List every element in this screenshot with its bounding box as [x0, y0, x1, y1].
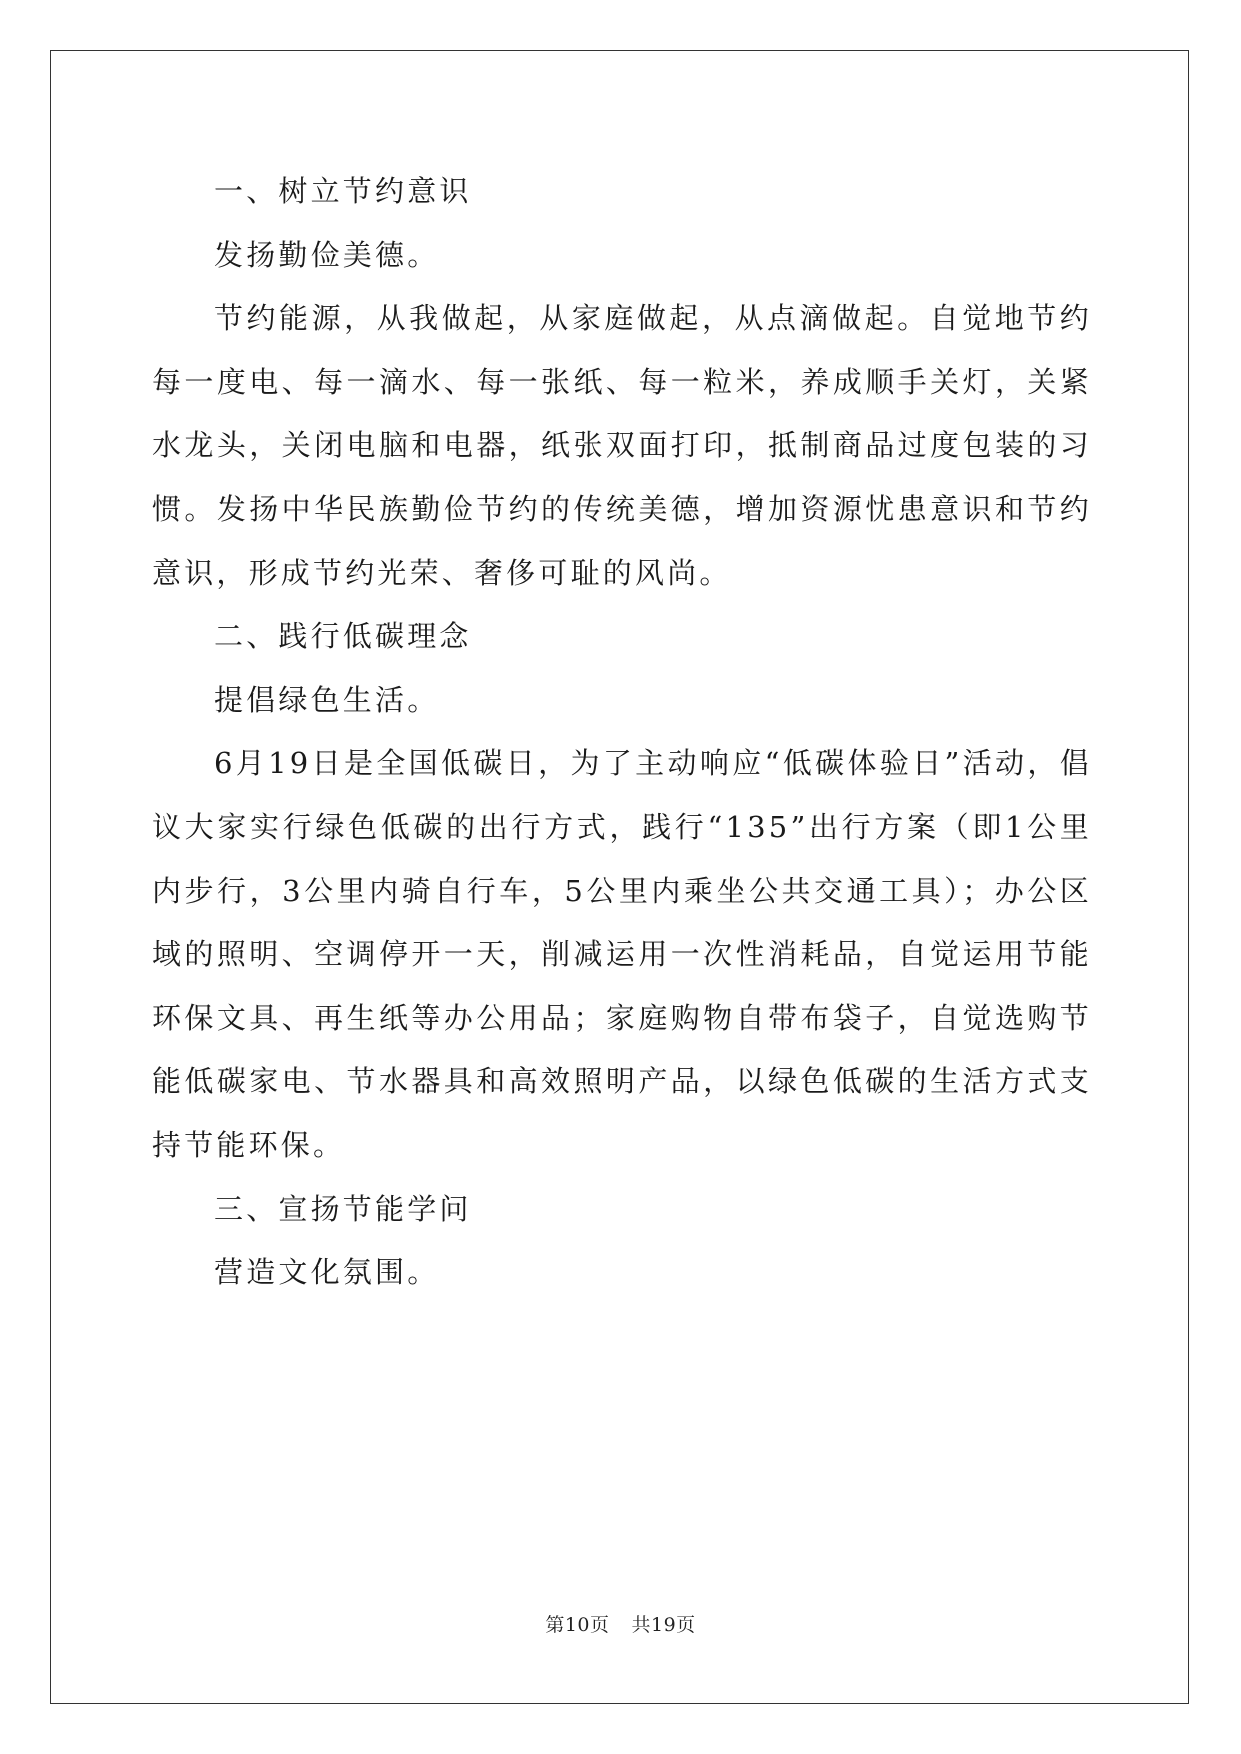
paragraph: 营造文化氛围。	[214, 1255, 440, 1290]
page-footer	[0, 1610, 1241, 1637]
paragraph: 发扬勤俭美德。	[214, 237, 440, 272]
paragraph: 提倡绿色生活。	[214, 682, 440, 717]
section-heading-3: 三、宣扬节能学问	[214, 1191, 472, 1226]
section-heading-2: 二、践行低碳理念	[214, 619, 472, 654]
paragraph: 6月19日是全国低碳日，为了主动响应“低碳体验日”活动，倡议大家实行绿色低碳的出行方式，践行“135”出行方案（即1公里内步行，3公里内骑自行车，5公里内乘坐公共交通工具）；办公区域的照明、空调停开一天，削减运用一次性消耗品，自觉运用节能环保文具、再生纸等办公用品；家庭购物自带布袋子，自觉选购节能低碳家电、节水器具和高效照明产品，以绿色低碳的生活方式支持节能环保。	[152, 746, 1092, 1162]
section-heading-1: 一、树立节约意识	[214, 174, 472, 208]
paragraph: 节约能源，从我做起，从家庭做起，从点滴做起。自觉地节约每一度电、每一滴水、每一张纸、每一粒米，养成顺手关灯，关紧水龙头，关闭电脑和电器，纸张双面打印，抵制商品过度包装的习惯。发扬中华民族勤俭节约的传统美德，增加资源忧患意识和节约意识，形成节约光荣、奢侈可耻的风尚。	[152, 301, 1092, 590]
document-body	[152, 160, 1092, 1305]
page-number: 第10页	[545, 1614, 610, 1636]
page-total: 共19页	[631, 1614, 696, 1636]
